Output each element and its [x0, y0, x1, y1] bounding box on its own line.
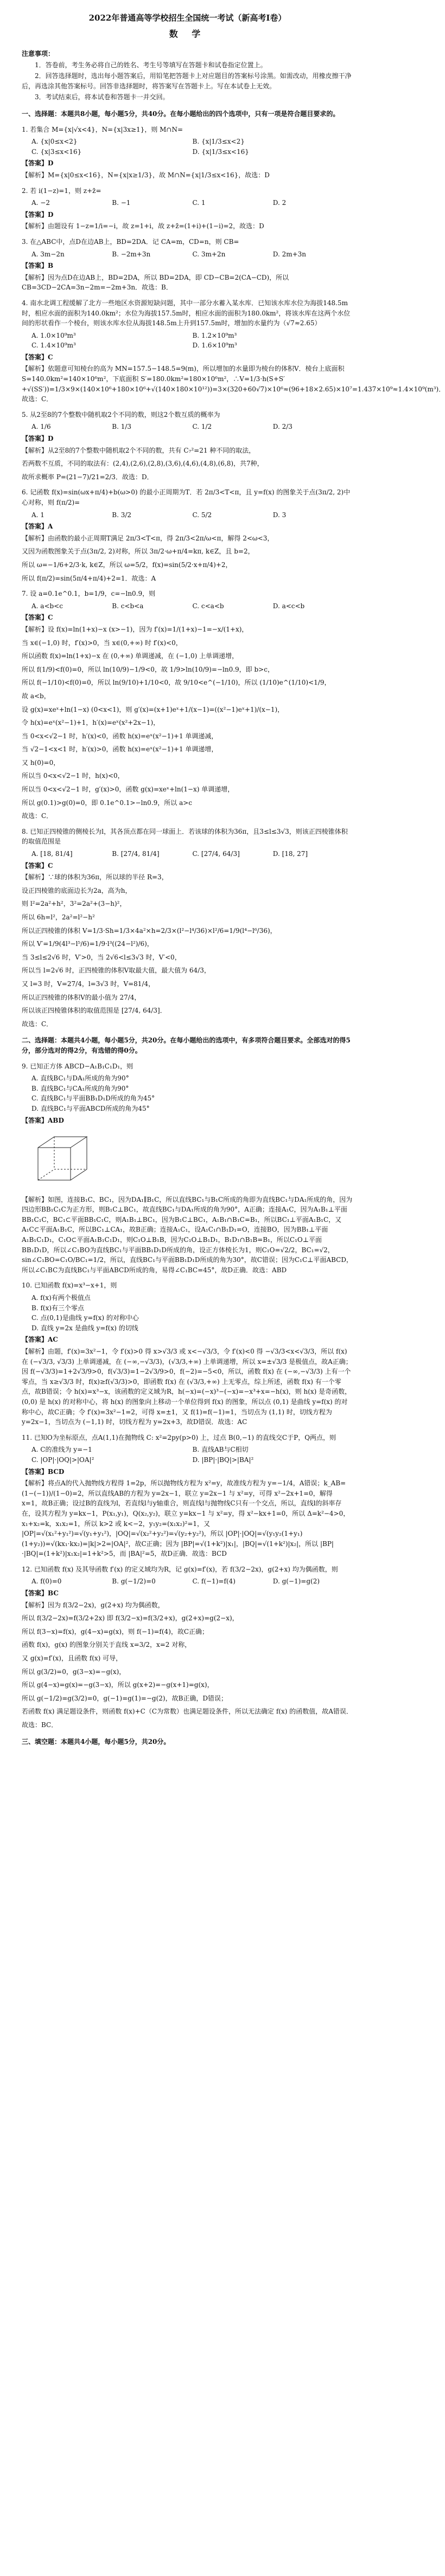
analysis: 【解析】由题设有 1−z=1/i=−i，故 z=1+i，故 z+z̄=(1+i)+(1−i)=2，故选：D [22, 222, 264, 230]
option-d: D. [18, 27] [272, 850, 308, 858]
option-b: B. c<b<a [112, 602, 144, 610]
options [31, 849, 353, 859]
answer: 【答案】D [22, 159, 54, 168]
question-stem: 7. 设 a=0.1e^0.1，b=1/9，c=−ln0.9，则 [22, 590, 156, 598]
section-heading: 三、填空题：本题共4小题，每小题5分，共20分。 [22, 1737, 170, 1746]
question-4 [22, 298, 445, 404]
option-d: D. 2 [272, 199, 287, 207]
note-item: 1．答卷前，考生务必将自己的姓名、考生号等填写在答题卡和试卷指定位置上。 [35, 61, 267, 69]
option-a: A. [18, 81/4] [31, 850, 73, 858]
question-stem: 3. 在△ABC中，点D在边AB上，BD=2DA．记 CA=m，CD=n，则 CB= [22, 237, 239, 246]
option-b: B. −1 [112, 199, 131, 207]
question-10 [22, 1280, 353, 1427]
option-c: C. 3m+2n [192, 250, 226, 258]
analysis-line: 所以 V′=1/9(4l³−l⁵/6)=1/9·l³((24−l²)/6)， [22, 940, 154, 948]
analysis-line: 所以 f(−1/10)<f(0)=0，所以 ln(9/10)+1/10<0，故 9/10<e^(−1/10)，所以 (1/10)e^(1/10)<1/9， [22, 679, 331, 687]
analysis-line: 【解析】设 f(x)=ln(1+x)−x (x>−1)，因为 f′(x)=1/(1+x)−1=−x/(1+x)， [22, 625, 249, 633]
analysis-line: 所以 f(1/9)<f(0)=0，所以 ln(10/9)−1/9<0，故 1/9>ln(10/9)=−ln0.9，即 b>c， [22, 665, 274, 673]
analysis-line: 所以 f(3−x)=f(x)，g(4−x)=g(x)，则 f(−1)=f(4)，故C正确； [22, 1627, 209, 1635]
question-stem: 11. 已知O为坐标原点，点A(1,1)在抛物线 C: x²=2py(p>0) 上，过点 B(0,−1) 的直线交C于P，Q两点，则 [22, 1433, 336, 1441]
question-stem: 2. 若 i(1−z)=1，则 z+z̄= [22, 186, 101, 195]
question-6 [22, 487, 353, 583]
options [31, 510, 353, 520]
question-stem: 8. 已知正四棱锥的侧棱长为l，其各顶点都在同一球面上．若该球的体积为36π，且3≤l≤3√3，则该正四棱锥体积的取值范围是 [22, 827, 348, 846]
analysis-line: 所以当 l=2√6 时，正四棱锥的体积V取最大值，最大值为 64/3， [22, 967, 211, 975]
options [31, 249, 353, 260]
option-a: A. C的准线为 y=−1 [31, 1446, 92, 1454]
option-c: C. 5/2 [192, 511, 212, 519]
option-b: B. −2m+3n [112, 250, 151, 258]
answer: 【答案】ABD [22, 1116, 64, 1124]
analysis: 【解析】如图，连接B₁C、BC₁，因为DA₁∥B₁C，所以直线BC₁与B₁C所成的角即为直线BC₁与DA₁所成的角，因为四边形BB₁C₁C为正方形，则B₁C⊥BC₁，故直线BC₁与DA₁所成的角为90°，A正确；连接A₁C，因为A₁B₁⊥平面BB₁C₁C，BC₁⊂平面BB₁C₁C，则A₁B₁⊥BC₁，因为B₁C⊥BC₁，A₁B₁∩B₁C=B₁，所以BC₁⊥平面A₁B₁C，又A₁C⊂平面A₁B₁C，所以BC₁⊥CA₁，故B正确；连接A₁C₁，设A₁C₁∩B₁D₁=O，连接BO，因为BB₁⊥平面A₁B₁C₁D₁，C₁O⊂平面A₁B₁C₁D₁，则C₁O⊥B₁B，因为C₁O⊥B₁D₁，B₁D₁∩B₁B=B₁，所以C₁O⊥平面BB₁D₁D，所以∠C₁BO为直线BC₁与平面BB₁D₁D所成的角，设正方体棱长为1，则C₁O=√2/2，BC₁=√2，sin∠C₁BO=C₁O/BC₁=1/2，所以，直线BC₁与平面BB₁D₁D所成的角为30°，故C错误；因为C₁C⊥平面ABCD，所以∠C₁BC为直线BC₁与平面ABCD所成的角，易得∠C₁BC=45°，故D正确．故选：ABD [22, 1195, 353, 1274]
analysis-line: 所以 6h=l²，2a²=l²−h² [22, 913, 95, 922]
exam-subject: 数 学 [169, 29, 206, 40]
options [31, 1293, 353, 1333]
option-d: D. 直线BC₁与平面ABCD所成的角为45° [31, 1104, 150, 1112]
option-b: B. f(x)有三个零点 [31, 1304, 85, 1312]
option-a: A. f(x)有两个极值点 [31, 1294, 91, 1302]
analysis-line: 所以 ω=−1/6+2/3·k, k∈Z，所以 ω=5/2，f(x)=sin(5/2·x+π/4)+2， [22, 561, 232, 569]
analysis-line: 所以正四棱锥的体积V的最小值为 27/4， [22, 993, 141, 1001]
option-a: A. −2 [31, 199, 50, 207]
analysis-line: 所以 g(4−x)=g(x)=−g(3−x)，所以 g(x+2)=−g(x+1)=g(x)， [22, 1681, 214, 1689]
options [31, 198, 353, 208]
note-item: 2．回答选择题时，选出每小题答案后，用铅笔把答题卡上对应题目的答案标号涂黑。如需改动，用橡皮擦干净后，再选涂其他答案标号。回答非选择题时，将答案写在答题卡上。写在本试卷上无效。 [22, 72, 352, 90]
option-a: A. 3m−2n [31, 250, 65, 258]
option-a: A. {x|0≤x<2} [31, 138, 78, 146]
answer: 【答案】D [22, 435, 54, 443]
answer: 【答案】AC [22, 1336, 58, 1344]
analysis-line: 故选：C． [22, 812, 53, 820]
option-d: D. g(−1)=g(2) [272, 1577, 320, 1586]
option-c: C. 1.4×10⁹m³ [31, 342, 76, 350]
analysis-line: 若两数不互质，不同的取法有：(2,4),(2,6),(2,8),(3,6),(4,6),(4,8),(6,8)，共7种， [22, 460, 264, 468]
analysis-line: 令 h(x)=eˣ(x²−1)+1，h′(x)=eˣ(x²+2x−1)， [22, 719, 160, 727]
analysis-line: 故所求概率 P=(21−7)/21=2/3．故选：D． [22, 473, 154, 481]
option-a: A. a<b<c [31, 602, 63, 610]
option-c: C. c<a<b [192, 602, 224, 610]
analysis-line: 【解析】∵球的体积为36π，所以球的半径 R=3， [22, 873, 168, 881]
analysis-line: 故 a<b， [22, 692, 50, 700]
question-stem: 10. 已知函数 f(x)=x³−x+1，则 [22, 1281, 117, 1290]
option-b: B. 3/2 [112, 511, 132, 519]
option-c: C. |OP|·|OQ|>|OA|² [31, 1456, 94, 1464]
question-12 [22, 1564, 353, 1730]
analysis-line: 当 0<x<√2−1 时，h′(x)<0，函数 h(x)=eˣ(x²−1)+1 单调递减， [22, 732, 218, 740]
notes-block [22, 49, 353, 102]
analysis-line: 所以当 0<x<√2−1 时，h(x)<0， [22, 772, 124, 780]
section-heading: 一、选择题：本题共8小题，每小题5分，共40分。在每小题给出的四个选项中，只有一项是符合题目要求的。 [22, 110, 340, 118]
answer: 【答案】BCD [22, 1467, 65, 1476]
option-d: D. 直线 y=2x 是曲线 y=f(x) 的切线 [31, 1324, 138, 1332]
option-a: A. 1/6 [31, 423, 51, 431]
notes-heading: 注意事项： [22, 50, 55, 58]
question-stem: 9. 已知正方体 ABCD−A₁B₁C₁D₁，则 [22, 1062, 134, 1070]
analysis-line: 函数 f(x)，g(x) 的图象分别关于直线 x=3/2，x=2 对称， [22, 1641, 192, 1649]
analysis: 【解析】由题，f′(x)=3x²−1，令 f′(x)>0 得 x>√3/3 或 x<−√3/3，令 f′(x)<0 得 −√3/3<x<√3/3，所以 f(x) 在 (−√3/3, √3/3) 上单调递减，在 (−∞,−√3/3)，(√3/3,+∞) 上单调递增，所以 x=±√3/3 是极值点，故A正确；因 f(−√3/3)=1+2√3/9>0，f(√3/3)=1−2√3/9>0，f(−2)=−5<0，所以，函数 f(x) 在 (−∞,−√3/3) 上有一个零点，当 x≥√3/3 时，f(x)≥f(√3/3)>0，即函数 f(x) 在 (√3/3,+∞) 上无零点，综上所述，函数 f(x) 有一个零点，故B错误；令 h(x)=x³−x，该函数的定义域为R，h(−x)=(−x)³−(−x)=−x³+x=−h(x)，则 h(x) 是奇函数，(0,0) 是 h(x) 的对称中心，将 h(x) 的图象向上移动一个单位得到 f(x) 的图象，所以点 (0,1) 是曲线 y=f(x) 的对称中心，故C正确；令 f′(x)=3x²−1=2，可得 x=±1，又 f(1)=f(−1)=1，当切点为 (1,1) 时，切线方程为 y=2x−1，当切点为 (−1,1) 时，切线方程为 y=2x+3，故D错误．故选：AC [22, 1348, 352, 1426]
options [31, 1073, 353, 1113]
analysis: 【解析】因为点D在边AB上，BD=2DA，所以 BD=2DA，即 CD−CB=2(CA−CD)，所以 CB=3CD−2CA=3n−2m=−2m+3n．故选：B． [22, 273, 289, 292]
analysis-line: 当 3≤l≤2√6 时，V′>0，当 2√6<l≤3√3 时，V′<0， [22, 953, 181, 961]
analysis-line: 当 √2−1<x<1 时，h′(x)>0，函数 h(x)=eˣ(x²−1)+1 单调递增， [22, 745, 218, 754]
analysis-line: 所以 f(3/2−2x)=f(3/2+2x) 即 f(3/2−x)=f(3/2+x)，g(2+x)=g(2−x)， [22, 1614, 239, 1622]
option-d: D. {x|1/3≤x<16} [192, 147, 249, 156]
question-11 [22, 1433, 353, 1559]
option-d: D. a<c<b [272, 602, 305, 610]
option-a: A. 1 [31, 511, 44, 519]
option-a: A. f(0)=0 [31, 1577, 62, 1586]
option-d: D. 2m+3n [272, 250, 307, 258]
analysis-line: 【解析】因为 f(3/2−2x)，g(2+x) 均为偶函数， [22, 1601, 164, 1609]
option-b: B. g(−1/2)=0 [112, 1577, 156, 1586]
answer: 【答案】D [22, 210, 54, 218]
option-b: B. 1/3 [112, 423, 132, 431]
analysis-line: 所以 g(3/2)=0，g(3−x)=−g(x)， [22, 1667, 126, 1676]
question-3 [22, 237, 353, 293]
cube-figure [22, 1131, 109, 1186]
analysis-line: 所以该正四棱锥体积的取值范围是 [27/4, 64/3]． [22, 1007, 167, 1015]
option-d: D. 3 [272, 511, 287, 519]
option-d: D. |BP|·|BQ|>|BA|² [192, 1456, 254, 1464]
analysis-line: 又 h(0)=0， [22, 758, 60, 767]
options [31, 601, 353, 611]
question-7 [22, 589, 353, 821]
options [31, 1576, 353, 1587]
question-8 [22, 827, 353, 1029]
option-c: C. 点(0,1)是曲线 y=f(x) 的对称中心 [31, 1314, 139, 1322]
analysis-line: 设正四棱锥的底面边长为2a，高为h， [22, 886, 132, 894]
question-5 [22, 410, 353, 482]
option-b: B. 直线BC₁与CA₁所成的角为90° [31, 1084, 129, 1092]
question-9 [22, 1061, 353, 1276]
option-b: B. {x|1/3≤x<2} [192, 138, 245, 146]
analysis-line: 所以 f(π/2)=sin(5π/4+π/4)+2=1．故选：A [22, 574, 156, 582]
analysis-line: 又 l=3 时，V=27/4，l=3√3 时，V=81/4， [22, 980, 155, 988]
question-1 [22, 125, 353, 181]
exam-title: 2022年普通高等学校招生全国统一考试（新高考Ⅰ卷） [88, 13, 287, 23]
analysis-line: 若函数 f(x) 满足题设条件，则函数 f(x)+C（C为常数）也满足题设条件，所以无法确定 f(x) 的函数值，故A错误． [22, 1708, 353, 1716]
question-2 [22, 186, 353, 231]
note-item: 3．考试结束后，将本试卷和答题卡一并交回。 [35, 93, 169, 101]
analysis-line: 【解析】从2至8的7个整数中随机取2个不同的数，共有 C₇²=21 种不同的取法， [22, 446, 256, 454]
option-a: A. 1.0×10⁹m³ [31, 331, 76, 339]
option-c: C. 直线BC₁与平面BB₁D₁D所成的角为45° [31, 1094, 155, 1103]
option-c: C. [27/4, 64/3] [192, 850, 240, 858]
analysis-line: 又因为函数图象关于点(3π/2, 2)对称，所以 3π/2·ω+π/4=kπ, k∈Z，且 b=2， [22, 548, 255, 556]
option-c: C. 1/2 [192, 423, 212, 431]
analysis-line: 所以当 0<x<√2−1 时，g′(x)>0，函数 g(x)=xeˣ+ln(1−x) 单调递增， [22, 785, 234, 794]
option-b: B. 直线AB与C相切 [192, 1446, 249, 1454]
answer: 【答案】BC [22, 1589, 59, 1598]
analysis-line: 故选：BC． [22, 1721, 58, 1729]
question-stem: 12. 已知函数 f(x) 及其导函数 f′(x) 的定义域均为R，记 g(x)=f′(x)，若 f(3/2−2x)，g(2+x) 均为偶函数，则 [22, 1565, 338, 1573]
analysis-line: 所以正四棱锥的体积 V=1/3·Sh=1/3×4a²×h=2/3×(l²−l⁴/36)×l²/6=1/9(l⁴−l⁶/36)， [22, 926, 277, 935]
option-d: D. 1.6×10⁹m³ [192, 342, 237, 350]
question-stem: 6. 记函数 f(x)=sin(ωx+π/4)+b(ω>0) 的最小正周期为T．若 2π/3<T<π，且 y=f(x) 的图象关于点(3π/2, 2)中心对称，则 f(π/2)= [22, 488, 351, 507]
option-c: C. f(−1)=f(4) [192, 1577, 236, 1586]
option-c: C. 1 [192, 199, 206, 207]
analysis-line: 又 g(x)=f′(x)，且函数 f(x) 可导， [22, 1654, 123, 1663]
options [31, 331, 353, 351]
question-stem: 1. 若集合 M={x|√x<4}，N={x|3x≥1}，则 M∩N= [22, 125, 183, 133]
analysis-line: 所以 g(0.1)>g(0)=0，即 0.1e^0.1>−ln0.9，所以 a>c [22, 798, 193, 807]
analysis: 【解析】M={x|0≤x<16}，N={x|x≥1/3}，故 M∩N={x|1/3≤x<16}，故选：D [22, 171, 270, 179]
analysis: 【解析】将点A的代入抛物线方程得 1=2p，所以抛物线方程为 x²=y，故准线方程为 y=−1/4，A错误；k_AB=(1−(−1))/(1−0)=2，所以直线AB的方程为 y=2x−1，联立 y=2x−1 与 x²=y，可得 x²−2x+1=0，解得 x=1，故B正确；设过B的直线为l，若直线l与y轴重合，则直线l与抛物线C只有一个交点，所以，直线l的斜率存在，设其方程为 y=kx−1，P(x₁,y₁)，Q(x₂,y₂)，联立 y=kx−1 与 x²=y，得 x²−kx+1=0，所以 Δ=k²−4>0，x₁+x₂=k，x₁x₂=1，所以 k>2 或 k<−2，y₁y₂=(x₁x₂)²=1，又 |OP|=√(x₁²+y₁²)=√(y₁+y₁²)，|OQ|=√(x₂²+y₂²)=√(y₂+y₂²)，所以 |OP|·|OQ|=√(y₁y₂(1+y₁)(1+y₂))=√(kx₁·kx₂)=|k|>2=|OA|²，故C正确；因为 |BP|=√(1+k²)|x₁|，|BQ|=√(1+k²)|x₂|，所以 |BP|·|BQ|=(1+k²)|x₁x₂|=1+k²>5，而 |BA|²=5，故D正确．故选：BCD [22, 1479, 350, 1558]
analysis-line: 所以 g(−1/2)=g(3/2)=0，g(−1)=g(1)=−g(2)，故B正确，D错误； [22, 1694, 228, 1702]
analysis-line: 当 x∈(−1,0) 时，f′(x)>0，当 x∈(0,+∞) 时 f′(x)<0， [22, 639, 182, 647]
answer: 【答案】C [22, 614, 53, 622]
answer: 【答案】C [22, 353, 53, 361]
options [31, 1445, 353, 1465]
section-heading: 二、选择题：本题共4小题，每小题5分，共20分。在每小题给出的选项中，有多项符合题目要求。全部选对的得5分，部分选对的得2分，有选错的得0分。 [22, 1036, 351, 1054]
option-a: A. 直线BC₁与DA₁所成的角为90° [31, 1074, 129, 1083]
option-d: D. 2/3 [272, 423, 293, 431]
analysis: 【解析】依题意可知棱台的高为 MN=157.5−148.5=9(m)，所以增加的水量即为棱台的体积V．棱台上底面积 S=140.0km²=140×10⁶m²，下底面积 S′=180.0km²=180×10⁶m²，∴V=1/3·h(S+S′+√(SS′))=1/3×9×(140×10⁶+180×10⁶+√(140×180×10¹²))=3×(320+60√7)×10⁶≈(96+18×2.65)×10⁷=1.437×10⁹≈1.4×10⁹(m³)．故选：C． [22, 365, 445, 403]
analysis-line: 故选：C． [22, 1020, 53, 1028]
option-b: B. [27/4, 81/4] [112, 850, 160, 858]
option-c: C. {x|3≤x<16} [31, 147, 82, 156]
analysis-line: 【解析】由函数的最小正周期T满足 2π/3<T<π，得 2π/3<2π/ω<π，解得 2<ω<3， [22, 534, 274, 542]
analysis-line: 则 l²=2a²+h²，3²=2a²+(3−h)²， [22, 900, 126, 908]
analysis-line: 设 g(x)=xeˣ+ln(1−x) (0<x<1)，则 g′(x)=(x+1)eˣ+1/(x−1)=((x²−1)eˣ+1)/(x−1)， [22, 705, 284, 713]
option-b: B. 1.2×10⁹m³ [192, 331, 237, 339]
answer: 【答案】A [22, 523, 53, 531]
question-stem: 4. 南水北调工程缓解了北方一些地区水资源短缺问题，其中一部分水蓄入某水库．已知该水库水位为海拔148.5m时，相应水面的面积为140.0km²；水位为海拔157.5m时，相应水面的面积为180.0km²，将该水库在这两个水位间的形状看作一个棱台，则该水库水位从海拔148.5m上升到157.5m时，增加的水量约为（√7≈2.65） [22, 299, 351, 327]
options [31, 422, 353, 432]
answer: 【答案】B [22, 262, 54, 270]
question-stem: 5. 从2至8的7个整数中随机取2个不同的数，则这2个数互质的概率为 [22, 410, 220, 418]
options [31, 137, 353, 157]
analysis-line: 所以函数 f(x)=ln(1+x)−x 在 (0,+∞) 单调递减，在 (−1,0) 上单调递增， [22, 652, 239, 660]
answer: 【答案】C [22, 861, 53, 870]
